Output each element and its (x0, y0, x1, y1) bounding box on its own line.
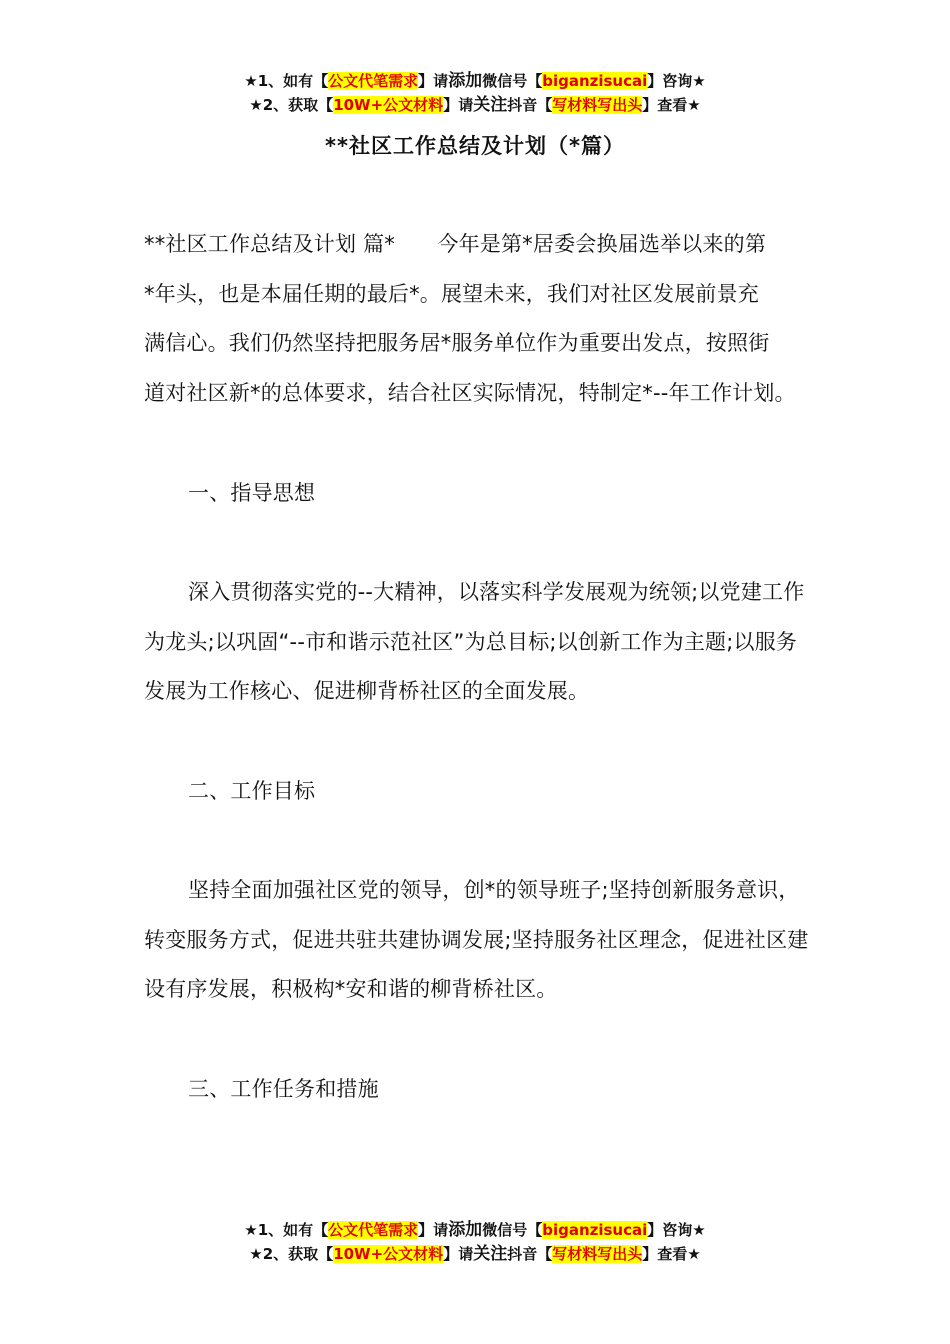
highlight-service: 公文代笔需求 (328, 72, 419, 90)
highlight-douyin: 写材料写出头 (552, 96, 643, 114)
section-heading-1: 一、指导思想 (188, 481, 316, 505)
section-heading-2: 二、工作目标 (188, 779, 316, 803)
intro-paragraph: **社区工作总结及计划 篇* 今年是第*居委会换届选举以来的第 *年头，也是本届任期的最后*。展望未来，我们对社区发展前景充 满信心。我们仍然坚持把服务居*服务单位作为重要出发点，按照街 道对社区新*的总体要求，结合社区实际情况，特制定*--年工作计划。 (144, 232, 796, 405)
header-banner (0, 69, 950, 117)
highlight-service: 公文代笔需求 (328, 1221, 419, 1239)
section-paragraph-1: 深入贯彻落实党的--大精神，以落实科学发展观为统领;以党建工作为龙头;以巩固“--市和谐示范社区”为总目标;以创新工作为主题;以服务发展为工作核心、促进柳背桥社区的全面发展。 (144, 580, 805, 703)
footer-line-2: ★2、获取【10W+公文材料】请关注抖音【写材料写出头】查看★ (249, 1244, 701, 1264)
section-heading-3: 三、工作任务和措施 (188, 1077, 379, 1101)
highlight-materials: 10W+公文材料 (333, 1245, 444, 1263)
section-paragraph-2: 坚持全面加强社区党的领导，创*的领导班子;坚持创新服务意识，转变服务方式，促进共驻共建协调发展;坚持服务社区理念，促进社区建设有序发展，积极构*安和谐的柳背桥社区。 (144, 878, 809, 1001)
document-title: **社区工作总结及计划（*篇） (325, 134, 625, 158)
highlight-douyin: 写材料写出头 (552, 1245, 643, 1263)
document-body (144, 220, 810, 418)
footer-banner (0, 1218, 950, 1266)
highlight-materials: 10W+公文材料 (333, 96, 444, 114)
banner-line-1: ★1、如有【公文代笔需求】请添加微信号【biganzisucai】咨询★ (244, 71, 706, 91)
highlight-wechat-id: biganzisucai (542, 1221, 648, 1239)
footer-line-1: ★1、如有【公文代笔需求】请添加微信号【biganzisucai】咨询★ (244, 1220, 706, 1240)
banner-line-2: ★2、获取【10W+公文材料】请关注抖音【写材料写出头】查看★ (249, 95, 701, 115)
highlight-wechat-id: biganzisucai (542, 72, 648, 90)
